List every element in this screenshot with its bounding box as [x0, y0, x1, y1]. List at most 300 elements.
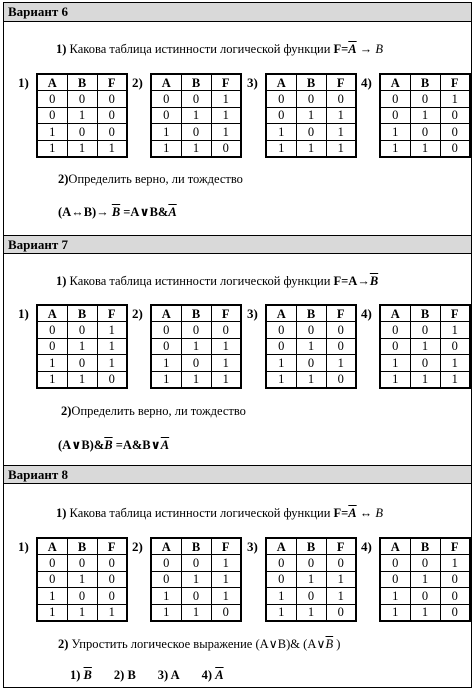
truth-table-option — [239, 73, 354, 157]
table-cell: 0 — [37, 338, 67, 355]
table-cell: F — [97, 74, 127, 91]
table-header-row — [266, 538, 356, 555]
table-cell: 0 — [37, 555, 67, 572]
table-cell: 0 — [67, 124, 97, 141]
table-cell: 0 — [181, 322, 211, 339]
table-cell: F — [211, 538, 241, 555]
option-label: 3) — [247, 539, 258, 554]
table-row — [151, 338, 241, 355]
table-cell: 1 — [410, 604, 440, 621]
table-row — [380, 91, 470, 108]
table-row — [151, 371, 241, 388]
table-cell: 1 — [151, 588, 181, 605]
table-cell: 1 — [97, 338, 127, 355]
table-cell: 0 — [380, 338, 410, 355]
table-cell: 0 — [37, 322, 67, 339]
identity-formula — [58, 437, 169, 453]
table-cell: 1 — [440, 91, 470, 108]
table-cell: 0 — [151, 91, 181, 108]
table-cell: 0 — [410, 588, 440, 605]
table-cell: 1 — [296, 338, 326, 355]
table-cell: 0 — [326, 338, 356, 355]
table-cell: 1 — [410, 140, 440, 157]
table-cell: A — [37, 305, 67, 322]
truth-tables — [10, 304, 472, 388]
table-cell: 1 — [67, 604, 97, 621]
table-row — [37, 322, 127, 339]
truth-table — [36, 304, 128, 389]
table-cell: B — [181, 538, 211, 555]
table-cell: 1 — [67, 371, 97, 388]
table-cell: 1 — [181, 107, 211, 124]
variant-title: Вариант 8 — [4, 465, 471, 484]
table-cell: 1 — [440, 371, 470, 388]
table-cell: 0 — [326, 604, 356, 621]
table-cell: 0 — [266, 107, 296, 124]
answer-negated-var: $\overline{A}$ — [215, 668, 224, 682]
table-row — [266, 555, 356, 572]
table-cell: A — [37, 74, 67, 91]
variant-title: Вариант 7 — [4, 235, 471, 254]
formula-part: =A∨B& — [120, 205, 169, 219]
table-header-row — [151, 305, 241, 322]
table-cell: 0 — [181, 355, 211, 372]
table-cell: F — [97, 538, 127, 555]
table-row — [266, 571, 356, 588]
table-cell: 1 — [296, 604, 326, 621]
table-row — [380, 322, 470, 339]
table-header-row — [380, 305, 470, 322]
table-row — [380, 571, 470, 588]
option-label: 4) — [361, 539, 372, 554]
table-row — [266, 140, 356, 157]
truth-table — [150, 304, 242, 389]
table-row — [380, 555, 470, 572]
table-cell: 0 — [67, 91, 97, 108]
table-cell: 1 — [410, 571, 440, 588]
option-label: 3) — [247, 306, 258, 321]
table-row — [37, 355, 127, 372]
table-cell: B — [181, 74, 211, 91]
table-cell: 1 — [380, 371, 410, 388]
table-row — [37, 604, 127, 621]
table-cell: 1 — [211, 371, 241, 388]
table-row — [151, 571, 241, 588]
truth-table — [265, 304, 357, 389]
truth-tables — [10, 537, 472, 621]
formula-negated-var: $\overline{A}$ — [160, 438, 170, 452]
table-header-row — [151, 538, 241, 555]
answer-number: 4) — [201, 668, 216, 682]
question-number: 1) — [56, 274, 67, 288]
table-row — [266, 107, 356, 124]
table-cell: 1 — [296, 371, 326, 388]
truth-table — [379, 537, 471, 622]
table-cell: 0 — [380, 91, 410, 108]
table-cell: F — [211, 305, 241, 322]
truth-table — [265, 73, 357, 158]
table-cell: B — [296, 305, 326, 322]
truth-table-option — [124, 73, 239, 157]
worksheet — [3, 2, 472, 688]
table-cell: A — [151, 74, 181, 91]
table-cell: A — [380, 74, 410, 91]
truth-table-option — [353, 73, 468, 157]
table-cell: 0 — [211, 604, 241, 621]
table-cell: F — [440, 305, 470, 322]
question-number: 1) — [56, 506, 67, 520]
truth-table — [150, 537, 242, 622]
table-cell: 1 — [326, 355, 356, 372]
table-cell: 0 — [97, 588, 127, 605]
table-cell: 0 — [296, 555, 326, 572]
table-cell: 1 — [266, 355, 296, 372]
table-cell: 1 — [97, 322, 127, 339]
table-cell: F — [97, 305, 127, 322]
variant-title: Вариант 6 — [4, 3, 471, 22]
table-row — [151, 604, 241, 621]
truth-table — [36, 537, 128, 622]
table-cell: 0 — [296, 355, 326, 372]
table-cell: 1 — [181, 338, 211, 355]
question-text: Какова таблица истинности логической функции — [69, 42, 331, 56]
table-cell: 1 — [380, 604, 410, 621]
table-cell: 1 — [410, 371, 440, 388]
table-row — [380, 107, 470, 124]
table-cell: 0 — [211, 322, 241, 339]
table-row — [37, 140, 127, 157]
table-cell: A — [151, 305, 181, 322]
table-cell: 1 — [326, 571, 356, 588]
table-cell: 1 — [266, 604, 296, 621]
table-cell: 0 — [440, 571, 470, 588]
table-cell: 0 — [410, 355, 440, 372]
option-label: 2) — [132, 75, 143, 90]
table-cell: F — [440, 538, 470, 555]
table-cell: 1 — [211, 124, 241, 141]
table-cell: 0 — [410, 124, 440, 141]
table-cell: 0 — [181, 555, 211, 572]
table-cell: 1 — [380, 355, 410, 372]
table-cell: 1 — [181, 140, 211, 157]
table-cell: 1 — [211, 571, 241, 588]
table-row — [380, 604, 470, 621]
question-text: Какова таблица истинности логической функции — [69, 506, 331, 520]
table-row — [37, 91, 127, 108]
table-row — [266, 588, 356, 605]
table-header-row — [380, 538, 470, 555]
table-cell: 1 — [296, 107, 326, 124]
question-number: 1) — [56, 42, 67, 56]
table-cell: 0 — [380, 322, 410, 339]
table-cell: 1 — [211, 107, 241, 124]
table-header-row — [37, 74, 127, 91]
table-cell: 0 — [440, 140, 470, 157]
answer-option — [158, 668, 180, 683]
table-cell: 1 — [37, 604, 67, 621]
table-row — [380, 140, 470, 157]
table-cell: B — [67, 538, 97, 555]
answer-number: 1) — [70, 668, 84, 682]
table-cell: 0 — [326, 371, 356, 388]
question-1 — [56, 505, 383, 521]
function-prefix: F= — [333, 42, 349, 56]
table-cell: 1 — [326, 107, 356, 124]
table-cell: 1 — [97, 604, 127, 621]
table-cell: 1 — [151, 355, 181, 372]
question-number: 2) — [61, 404, 72, 418]
table-header-row — [37, 538, 127, 555]
table-cell: 1 — [67, 107, 97, 124]
formula-negated-var: $\overline{B}$ — [104, 438, 113, 452]
answer-negated-var: $\overline{B}$ — [83, 668, 92, 682]
table-cell: F — [326, 74, 356, 91]
expression-end: ) — [333, 637, 341, 651]
option-label: 1) — [18, 75, 29, 90]
table-cell: 1 — [440, 355, 470, 372]
truth-table — [379, 304, 471, 389]
truth-table-option — [10, 537, 125, 621]
variant-7-section — [4, 235, 471, 463]
table-cell: 0 — [181, 588, 211, 605]
table-header-row — [266, 74, 356, 91]
table-row — [151, 555, 241, 572]
table-cell: 1 — [440, 322, 470, 339]
table-cell: B — [67, 74, 97, 91]
table-row — [37, 107, 127, 124]
table-cell: F — [326, 305, 356, 322]
table-row — [380, 371, 470, 388]
table-cell: B — [410, 74, 440, 91]
table-cell: 1 — [37, 588, 67, 605]
table-cell: 1 — [151, 604, 181, 621]
answer-value: A — [170, 668, 180, 682]
table-cell: 0 — [97, 91, 127, 108]
table-cell: 0 — [151, 107, 181, 124]
table-cell: 0 — [37, 91, 67, 108]
table-cell: 0 — [181, 124, 211, 141]
table-cell: 1 — [266, 371, 296, 388]
answer-number: 2) — [113, 668, 128, 682]
table-row — [266, 604, 356, 621]
table-cell: 1 — [326, 588, 356, 605]
function-prefix: F=A→ — [333, 274, 370, 288]
question-1 — [56, 41, 383, 57]
option-label: 2) — [132, 306, 143, 321]
table-row — [151, 91, 241, 108]
table-cell: 1 — [181, 604, 211, 621]
truth-table-option — [353, 304, 468, 388]
table-row — [37, 555, 127, 572]
table-cell: 0 — [97, 571, 127, 588]
table-cell: 0 — [151, 338, 181, 355]
option-label: 1) — [18, 306, 29, 321]
table-row — [151, 322, 241, 339]
truth-table-option — [239, 537, 354, 621]
table-cell: 1 — [211, 91, 241, 108]
variant-8-section — [4, 465, 471, 689]
table-cell: 0 — [410, 555, 440, 572]
question-number: 2) — [58, 172, 69, 186]
table-cell: 0 — [326, 91, 356, 108]
table-cell: B — [67, 305, 97, 322]
table-cell: B — [410, 538, 440, 555]
table-header-row — [266, 305, 356, 322]
table-cell: 0 — [440, 588, 470, 605]
question-text: Определить верно, ли тождество — [71, 404, 246, 418]
table-cell: 0 — [410, 91, 440, 108]
question-text: Какова таблица истинности логической функции — [69, 274, 331, 288]
table-cell: B — [296, 74, 326, 91]
table-cell: 1 — [211, 588, 241, 605]
table-cell: B — [296, 538, 326, 555]
table-cell: 0 — [296, 322, 326, 339]
function-negated-var: $\overline{A}$ — [348, 42, 357, 56]
truth-table — [265, 537, 357, 622]
truth-table-option — [124, 537, 239, 621]
table-cell: 0 — [151, 322, 181, 339]
table-cell: 0 — [67, 555, 97, 572]
function-negated-var: $\overline{B}$ — [369, 274, 379, 288]
function-suffix: → B — [356, 42, 384, 56]
table-cell: 1 — [97, 140, 127, 157]
table-cell: 1 — [67, 140, 97, 157]
question-number: 2) — [58, 637, 69, 651]
table-cell: 0 — [266, 338, 296, 355]
table-cell: 0 — [440, 107, 470, 124]
table-cell: A — [266, 538, 296, 555]
table-cell: 0 — [326, 322, 356, 339]
table-row — [380, 338, 470, 355]
table-cell: 1 — [151, 371, 181, 388]
table-cell: 1 — [380, 124, 410, 141]
table-row — [266, 91, 356, 108]
table-cell: 1 — [67, 571, 97, 588]
formula-negated-var: $\overline{A}$ — [168, 205, 177, 219]
table-cell: 0 — [296, 91, 326, 108]
identity-formula — [58, 204, 177, 220]
table-cell: A — [151, 538, 181, 555]
table-cell: 1 — [37, 140, 67, 157]
table-cell: 0 — [67, 588, 97, 605]
table-row — [266, 124, 356, 141]
table-cell: 1 — [380, 588, 410, 605]
table-cell: 0 — [326, 555, 356, 572]
truth-table-option — [239, 304, 354, 388]
answer-option — [202, 668, 224, 683]
answer-options — [70, 668, 246, 683]
table-row — [266, 355, 356, 372]
question-1 — [56, 273, 378, 289]
table-row — [37, 588, 127, 605]
table-row — [266, 322, 356, 339]
truth-table-option — [124, 304, 239, 388]
table-row — [380, 124, 470, 141]
question-2 — [58, 172, 243, 187]
table-cell: 1 — [266, 140, 296, 157]
table-cell: 0 — [97, 555, 127, 572]
table-cell: 0 — [380, 571, 410, 588]
truth-table-option — [10, 304, 125, 388]
table-cell: 0 — [266, 571, 296, 588]
table-cell: 0 — [37, 107, 67, 124]
option-label: 1) — [18, 539, 29, 554]
truth-table — [150, 73, 242, 158]
table-cell: 1 — [380, 140, 410, 157]
table-cell: 0 — [380, 555, 410, 572]
table-cell: 0 — [67, 322, 97, 339]
table-row — [151, 140, 241, 157]
question-2 — [61, 404, 246, 419]
table-cell: 1 — [97, 355, 127, 372]
table-cell: A — [266, 74, 296, 91]
answer-number: 3) — [157, 668, 171, 682]
question-text: Упростить логическое выражение (A∨B)& (A∨ — [71, 637, 326, 651]
expression-negated-var: $\overline{B}$ — [325, 637, 334, 651]
table-header-row — [151, 74, 241, 91]
answer-value: B — [127, 668, 136, 682]
question-text: Определить верно, ли тождество — [68, 172, 243, 186]
table-cell: 0 — [211, 140, 241, 157]
table-row — [37, 338, 127, 355]
truth-table-option — [353, 537, 468, 621]
table-cell: F — [326, 538, 356, 555]
table-cell: 1 — [211, 555, 241, 572]
table-header-row — [380, 74, 470, 91]
table-cell: 0 — [151, 555, 181, 572]
table-cell: 0 — [266, 322, 296, 339]
formula-part: =A&B∨ — [112, 438, 161, 452]
table-row — [37, 124, 127, 141]
table-cell: 0 — [440, 124, 470, 141]
table-row — [37, 571, 127, 588]
table-cell: 1 — [181, 371, 211, 388]
table-cell: 0 — [97, 107, 127, 124]
table-cell: 1 — [410, 107, 440, 124]
table-cell: 0 — [296, 124, 326, 141]
table-cell: 0 — [410, 322, 440, 339]
function-negated-var: $\overline{A}$ — [348, 506, 357, 520]
table-cell: 0 — [37, 571, 67, 588]
truth-tables — [10, 73, 472, 157]
formula-part: (A↔B)→ — [58, 205, 112, 219]
table-cell: 0 — [440, 604, 470, 621]
table-row — [380, 588, 470, 605]
option-label: 2) — [132, 539, 143, 554]
formula-negated-var: $\overline{B}$ — [111, 205, 121, 219]
table-cell: 1 — [440, 555, 470, 572]
table-cell: A — [266, 305, 296, 322]
table-cell: 1 — [37, 355, 67, 372]
table-cell: A — [37, 538, 67, 555]
table-header-row — [37, 305, 127, 322]
option-label: 3) — [247, 75, 258, 90]
table-cell: 0 — [97, 371, 127, 388]
table-row — [266, 371, 356, 388]
table-cell: 1 — [211, 355, 241, 372]
table-cell: 1 — [151, 140, 181, 157]
table-cell: 1 — [181, 571, 211, 588]
table-cell: 1 — [37, 124, 67, 141]
formula-part: (A∨B)& — [58, 438, 105, 452]
option-label: 4) — [361, 306, 372, 321]
table-cell: 0 — [67, 355, 97, 372]
table-cell: F — [440, 74, 470, 91]
table-cell: 1 — [37, 371, 67, 388]
table-row — [380, 355, 470, 372]
table-cell: 1 — [296, 571, 326, 588]
answer-option — [114, 668, 136, 683]
